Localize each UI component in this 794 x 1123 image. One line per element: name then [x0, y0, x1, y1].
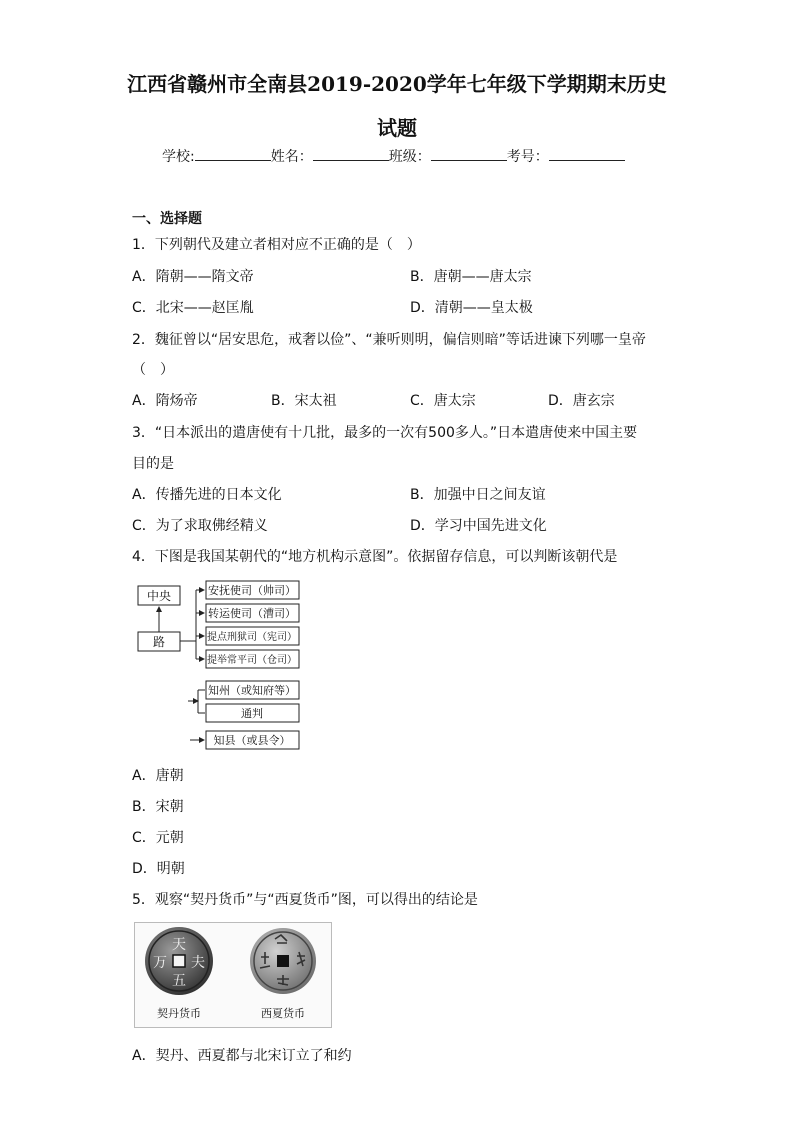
name-label: 姓名： — [270, 149, 313, 165]
central-label: 中央 — [146, 589, 172, 603]
xixia-coin-caption: 西夏货币 — [261, 1007, 305, 1020]
khitan-char-left: 万 — [153, 955, 167, 971]
q4-option-c: C．元朝 — [132, 830, 184, 846]
name-blank[interactable] — [313, 147, 389, 161]
q3-option-b: B．加强中日之间友谊 — [410, 487, 546, 503]
office-label-3: 提点刑狱司（宪司） — [207, 632, 297, 643]
q1-option-d: D．清朝——皇太极 — [410, 300, 533, 316]
xixia-coin — [250, 928, 316, 994]
tongpan-label: 通判 — [241, 707, 263, 720]
q1-option-b: B．唐朝——唐太宗 — [410, 269, 532, 285]
q2-option-d: D．唐玄宗 — [548, 393, 615, 409]
office-label-1: 安抚使司（帅司） — [208, 584, 296, 597]
lu-label: 路 — [152, 635, 166, 649]
khitan-char-bottom: 五 — [172, 973, 186, 989]
school-label: 学校: — [162, 149, 195, 165]
q3-option-d: D．学习中国先进文化 — [410, 518, 547, 534]
khitan-char-right: 夫 — [191, 955, 205, 971]
q2-option-a: A．隋炀帝 — [132, 393, 198, 409]
q3-option-c: C．为了求取佛经精义 — [132, 518, 268, 534]
question-1-stem: 1．下列朝代及建立者相对应不正确的是（ ） — [132, 237, 421, 253]
page-title-line2: 试题 — [377, 116, 417, 140]
khitan-coin — [145, 927, 213, 995]
question-2-stem-cont: （ ） — [132, 362, 174, 378]
question-2-stem: 2．魏征曾以“居安思危，戒奢以俭”、“兼听则明，偏信则暗”等话进谏下列哪一皇帝 — [132, 332, 646, 348]
question-5-stem: 5．观察“契丹货币”与“西夏货币”图，可以得出的结论是 — [132, 892, 478, 908]
section-heading: 一、选择题 — [132, 211, 202, 227]
q4-option-a: A．唐朝 — [132, 768, 184, 784]
exam-no-label: 考号： — [506, 149, 549, 165]
question-4-stem: 4．下图是我国某朝代的“地方机构示意图”。依据留存信息，可以判断该朝代是 — [132, 549, 618, 565]
coins-figure — [134, 922, 332, 1028]
q1-option-a: A．隋朝——隋文帝 — [132, 269, 254, 285]
q4-option-d: D．明朝 — [132, 861, 185, 877]
office-label-2: 转运使司（漕司） — [208, 607, 296, 620]
q3-option-a: A．传播先进的日本文化 — [132, 487, 282, 503]
q5-option-a: A．契丹、西夏都与北宋订立了和约 — [132, 1048, 352, 1064]
question-3-stem: 3．“日本派出的遣唐使有十几批，最多的一次有500多人。”日本遣唐使来中国主要 — [132, 425, 638, 441]
zhou-label: 知州（或知府等） — [208, 684, 296, 697]
xixia-coin-hole — [277, 955, 289, 967]
office-label-4: 提举常平司（仓司） — [207, 655, 297, 666]
q4-option-b: B．宋朝 — [132, 799, 184, 815]
exam-no-blank[interactable] — [549, 147, 625, 161]
class-label: 班级： — [388, 149, 431, 165]
q2-option-c: C．唐太宗 — [410, 393, 476, 409]
khitan-coin-caption: 契丹货币 — [157, 1007, 201, 1020]
local-government-diagram — [136, 578, 306, 753]
khitan-char-top: 天 — [172, 937, 186, 953]
school-blank[interactable] — [195, 147, 271, 161]
q2-option-b: B．宋太祖 — [271, 393, 337, 409]
page-title: 江西省赣州市全南县2019-2020学年七年级下学期期末历史 — [127, 72, 667, 96]
county-label: 知县（或县令） — [213, 734, 291, 747]
student-info — [162, 146, 625, 166]
question-3-stem-cont: 目的是 — [132, 456, 174, 472]
class-blank[interactable] — [431, 147, 507, 161]
q1-option-c: C．北宋——赵匡胤 — [132, 300, 254, 316]
khitan-coin-hole — [173, 955, 185, 967]
